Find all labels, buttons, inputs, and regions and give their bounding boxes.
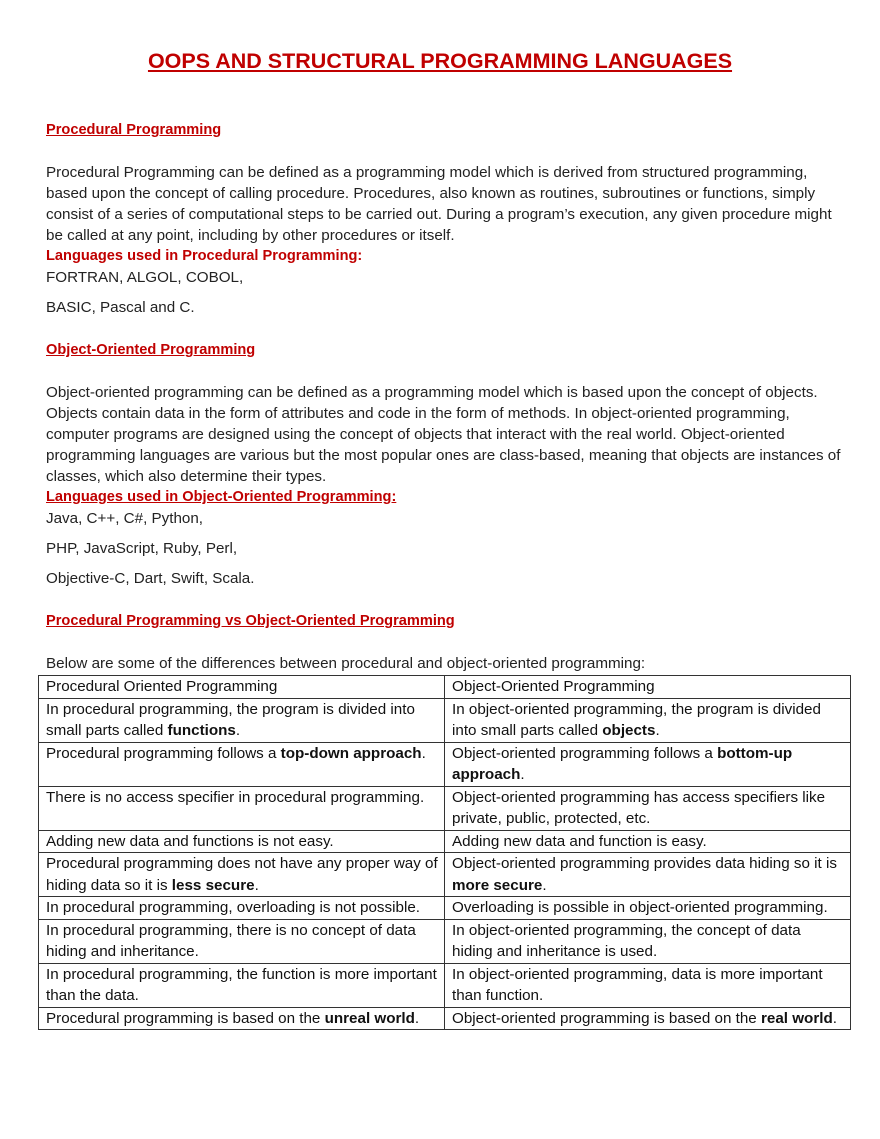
procedural-paragraph: Procedural Programming can be defined as a programming model which is derived from structured programming, based upon the concept of calling procedure. Procedures, also known as routines, subroutines or functions, simply consist of a series of computational steps to be carried out. During a program’s execution, any given procedure might be called at any point, including by other procedures or itself. (46, 164, 832, 244)
table-row (39, 786, 851, 830)
cell-text: In object-oriented programming, the program is divided into small parts called (452, 700, 821, 739)
procedural-languages-heading: Languages used in Procedural Programming: (46, 248, 363, 264)
table-row (39, 897, 851, 920)
oop-languages-line-1: Java, C++, C#, Python, (46, 510, 204, 527)
oop-languages-line-3: Objective-C, Dart, Swift, Scala. (46, 570, 255, 587)
table-cell-right (445, 963, 851, 1007)
table-header-cell: Object-Oriented Programming (445, 676, 851, 699)
table-row (39, 919, 851, 963)
cell-text: Adding new data and functions is not easy. (46, 832, 334, 850)
cell-emphasis: bottom-up approach (452, 744, 793, 783)
cell-emphasis: unreal world (324, 1009, 415, 1027)
table-cell-left (39, 919, 445, 963)
cell-text: Object-oriented programming has access specifiers like private, public, protected, etc. (452, 788, 826, 827)
cell-text-end: . (421, 744, 426, 762)
table-cell-left (39, 1007, 445, 1030)
comparison-intro: Below are some of the differences between procedural and object-oriented programming: (46, 655, 646, 672)
cell-text: Procedural programming follows a (46, 744, 281, 762)
table-row (39, 698, 851, 742)
cell-emphasis: top-down approach (280, 744, 422, 762)
cell-emphasis: more secure (452, 876, 543, 894)
page-title: OOPS AND STRUCTURAL PROGRAMMING LANGUAGES (147, 49, 733, 73)
cell-text-end: . (235, 722, 241, 739)
cell-text-end: . (520, 766, 525, 783)
cell-text-end: . (414, 1009, 420, 1027)
oop-languages-line-2: PHP, JavaScript, Ruby, Perl, (46, 540, 238, 557)
table-cell-right (445, 1007, 851, 1030)
cell-emphasis: objects (602, 722, 656, 739)
table-row (39, 853, 851, 897)
table-cell-left (39, 830, 445, 853)
table-header-cell: Procedural Oriented Programming (39, 676, 445, 699)
cell-text: In procedural programming, there is no concept of data hiding and inheritance. (46, 921, 416, 960)
cell-text: Object-oriented programming provides data hiding so it is (452, 855, 837, 872)
document-body (46, 118, 846, 1030)
cell-text: Object-oriented programming follows a (452, 744, 718, 762)
table-cell-left (39, 897, 445, 920)
cell-emphasis: real world (760, 1009, 833, 1027)
cell-text-end: . (832, 1009, 837, 1027)
table-cell-right (445, 698, 851, 742)
oop-paragraph: Object-oriented programming can be defined as a programming model which is based upon the concept of objects. Objects contain data in the form of attributes and code in the form of methods. In object-oriented programming, computer programs are designed using the concept of objects that interact with the real world. Object-oriented programming languages are various but the most popular ones are class-based, meaning that objects are instances of classes, which also determine their types. (46, 384, 841, 485)
cell-text: Procedural programming does not have any proper way of hiding data so it is (46, 855, 438, 894)
table-cell-right (445, 786, 851, 830)
cell-text: Procedural programming is based on the (46, 1009, 325, 1027)
table-cell-left (39, 742, 445, 786)
table-cell-right (445, 742, 851, 786)
procedural-languages-line-2: BASIC, Pascal and C. (46, 299, 195, 316)
table-row (39, 742, 851, 786)
cell-text: In object-oriented programming, data is more important than function. (452, 965, 823, 1004)
table-cell-left (39, 698, 445, 742)
oop-heading: Object-Oriented Programming (46, 342, 256, 358)
cell-text: In procedural programming, the function is more important than the data. (46, 965, 437, 1004)
table-cell-left (39, 853, 445, 897)
cell-text-end: . (542, 876, 547, 894)
table-cell-left (39, 786, 445, 830)
table-cell-right (445, 897, 851, 920)
table-cell-right (445, 853, 851, 897)
cell-text-end: . (254, 876, 259, 894)
comparison-table (38, 675, 851, 1030)
cell-emphasis: functions (167, 722, 236, 739)
table-row (39, 1007, 851, 1030)
table-cell-right (445, 830, 851, 853)
cell-emphasis: less secure (171, 876, 255, 894)
procedural-heading: Procedural Programming (46, 122, 222, 138)
table-header-row (39, 676, 851, 699)
cell-text-end: . (655, 722, 660, 739)
procedural-languages-line-1: FORTRAN, ALGOL, COBOL, (46, 269, 244, 286)
cell-text: In procedural programming, the program is divided into small parts called (46, 700, 415, 739)
cell-text: In object-oriented programming, the concept of data hiding and inheritance is used. (452, 921, 801, 960)
table-cell-left (39, 963, 445, 1007)
table-row (39, 963, 851, 1007)
table-row (39, 830, 851, 853)
cell-text: Overloading is possible in object-oriented programming. (452, 899, 828, 916)
cell-text: Adding new data and function is easy. (452, 832, 707, 850)
oop-languages-heading: Languages used in Object-Oriented Programming: (46, 489, 397, 505)
cell-text: Object-oriented programming is based on the (452, 1009, 761, 1027)
cell-text: There is no access specifier in procedural programming. (46, 788, 425, 806)
cell-text: In procedural programming, overloading is not possible. (46, 899, 420, 916)
table-cell-right (445, 919, 851, 963)
comparison-heading: Procedural Programming vs Object-Oriented Programming (46, 613, 455, 629)
